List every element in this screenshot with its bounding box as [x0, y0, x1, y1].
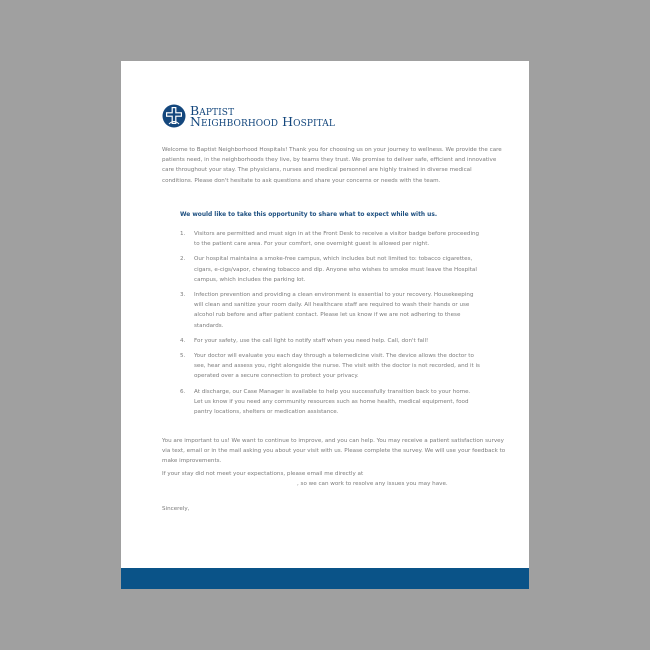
logo-line-1: Baptist	[190, 103, 235, 118]
list-item	[180, 336, 480, 346]
footer-bar	[121, 568, 529, 589]
cross-circle-icon	[162, 104, 186, 128]
hospital-logo	[162, 102, 335, 130]
logo-line-2: Neighborhood Hospital	[190, 114, 335, 129]
item-number: 6.	[180, 388, 186, 395]
item-text: Your doctor will evaluate you each day through a telemedicine visit. The device allows the doctor to see, hear and assess you, right alongside the nurse. The visit with the doctor is not recorded, and it is operated over a secure connection to protect your privacy.	[194, 353, 480, 380]
intro-paragraph: Welcome to Baptist Neighborhood Hospitals! Thank you for choosing us on your journey to wellness. We provide the care patients need, in the neighborhoods they live, by teams they trust. We promise to deliver safe, efficient and innovative care throughout your stay. The physicians, nurses and medical personnel are highly trained in diverse medical conditions. Please don't hesitate to ask questions and share your concerns or needs with the team.	[162, 147, 502, 184]
item-text: Visitors are permitted and must sign in at the Front Desk to receive a visitor badge before proceeding to the patient care area. For your comfort, one overnight guest is allowed per night.	[194, 231, 480, 248]
signoff: Sincerely,	[162, 506, 190, 512]
item-text: For your safety, use the call light to notify staff when you need help. Call, don't fall!	[194, 337, 429, 344]
list-item	[180, 254, 480, 285]
list-item	[180, 351, 480, 382]
concern-paragraph	[162, 469, 507, 489]
item-number: 4.	[180, 337, 186, 344]
list-item	[180, 387, 480, 418]
item-number: 2.	[180, 256, 186, 263]
concern-line-2: , so we can work to resolve any issues you may have.	[297, 481, 448, 488]
item-number: 3.	[180, 292, 186, 299]
section-heading: We would like to take this opportunity to share what to expect while with us.	[180, 212, 438, 218]
item-text: At discharge, our Case Manager is available to help you successfully transition back to your home. Let us know if you need any community resources such as home health, medical equipment, food pantry locations, shelters or medication assistance.	[194, 388, 471, 416]
list-item	[180, 290, 480, 331]
item-number: 5.	[180, 353, 186, 360]
item-text: Our hospital maintains a smoke-free campus, which includes but not limited to: tobacco cigarettes, cigars, e-cigs/vapor, chewing tobacco and dip. Anyone who wishes to smoke must leave the Hospital campus, which includes the parking lot.	[194, 256, 477, 283]
concern-line-1: If your stay did not meet your expectations, please email me directly at	[162, 471, 364, 477]
letter-page	[121, 61, 529, 589]
closing-paragraph: You are important to us! We want to continue to improve, and you can help. You may receive a patient satisfaction survey via text, email or in the mail asking you about your visit with us. Please complete the survey. We will use your feedback to make improvements.	[162, 438, 506, 465]
item-number: 1.	[180, 231, 186, 237]
expectations-list	[180, 229, 480, 422]
item-text: Infection prevention and providing a clean environment is essential to your recovery. Housekeeping will clean and sanitize your room daily. All healthcare staff are required to wash their hands or use alcohol rub before and after patient contact. Please let us know if we are not adhering to these standards.	[194, 292, 474, 329]
list-item	[180, 229, 480, 249]
